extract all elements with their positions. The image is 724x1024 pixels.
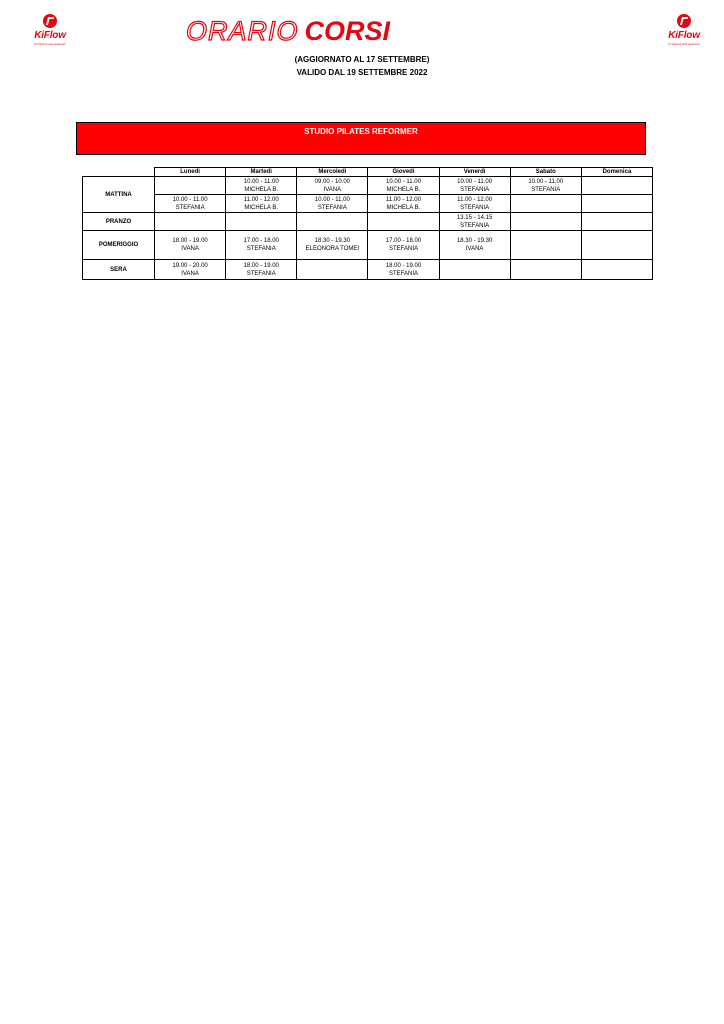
- slot-instructor: IVANA: [323, 186, 342, 193]
- schedule-cell: [226, 195, 297, 213]
- day-header: Domenica: [581, 168, 652, 177]
- day-header: Lunedì: [155, 168, 226, 177]
- schedule-cell: [439, 177, 510, 195]
- schedule-cell: [510, 231, 581, 260]
- schedule-cell: [581, 177, 652, 195]
- schedule-cell: [297, 177, 368, 195]
- period-label: MATTINA: [83, 177, 155, 213]
- slot-instructor: STEFANIA: [531, 186, 561, 193]
- kiflow-logo-right: [654, 14, 714, 48]
- studio-banner: [76, 122, 646, 155]
- slot-instructor: IVANA: [181, 270, 199, 277]
- slot-instructor: MICHELA B.: [386, 204, 421, 211]
- schedule-cell: [368, 231, 439, 260]
- slot-time: 17.00 - 18.00: [243, 238, 279, 244]
- day-header: Giovedì: [368, 168, 439, 177]
- schedule-cell: [581, 195, 652, 213]
- slot-time: 11.00 - 12.00: [457, 196, 493, 203]
- slot-time: 10.00 - 11.00: [386, 178, 421, 185]
- slot-time: 10.00 - 11.00: [457, 178, 493, 185]
- schedule-cell: [226, 213, 297, 231]
- schedule-cell: [368, 195, 439, 213]
- schedule-cell: [510, 177, 581, 195]
- schedule-cell: [368, 213, 439, 231]
- update-note: (AGGIORNATO AL 17 SETTEMBRE): [294, 55, 430, 64]
- slot-time: 13.15 - 14.15: [456, 214, 493, 221]
- table-row: [83, 195, 653, 213]
- period-label: POMERIGGIO: [83, 231, 155, 260]
- schedule-cell: [297, 260, 368, 280]
- slot-instructor: STEFANIA: [246, 246, 276, 252]
- schedule-cell: [297, 195, 368, 213]
- slot-time: 11.00 - 12.00: [243, 196, 279, 203]
- schedule-cell: [297, 213, 368, 231]
- header-corner: [83, 168, 155, 177]
- schedule-header-row: [83, 168, 653, 177]
- title-solid-word: CORSI: [304, 16, 391, 46]
- period-label: PRANZO: [83, 213, 155, 231]
- slot-instructor: STEFANIA: [388, 270, 418, 277]
- validity-note: VALIDO DAL 19 SETTEMBRE 2022: [296, 68, 428, 77]
- schedule-cell: [581, 260, 652, 280]
- logo-brand: KiFlow: [668, 30, 700, 41]
- schedule-cell: [155, 231, 226, 260]
- kiflow-logo-icon: [677, 14, 691, 28]
- schedule-cell: [510, 260, 581, 280]
- day-header: Martedì: [226, 168, 297, 177]
- schedule-cell: [155, 213, 226, 231]
- slot-instructor: STEFANIA: [317, 204, 347, 211]
- schedule-cell: [155, 177, 226, 195]
- schedule-cell: [155, 195, 226, 213]
- schedule-table: [82, 167, 653, 280]
- table-row: [83, 177, 653, 195]
- studio-banner-label: STUDIO PILATES REFORMER: [304, 127, 418, 136]
- schedule-cell: [368, 260, 439, 280]
- slot-time: 18.00 - 19.00: [243, 262, 279, 269]
- slot-instructor: STEFANIA: [388, 246, 418, 252]
- slot-instructor: IVANA: [465, 246, 484, 252]
- schedule-cell: [368, 177, 439, 195]
- slot-time: 10.00 - 11.00: [528, 178, 564, 185]
- day-header: Venerdì: [439, 168, 510, 177]
- schedule-cell: [226, 177, 297, 195]
- slot-instructor: IVANA: [181, 246, 199, 252]
- schedule-cell: [510, 213, 581, 231]
- schedule-cell: [226, 260, 297, 280]
- slot-instructor: STEFANIA: [460, 204, 490, 211]
- period-label: SERA: [83, 260, 155, 280]
- slot-instructor: MICHELA B.: [244, 204, 279, 211]
- slot-time: 09.00 - 10.00: [314, 178, 351, 185]
- table-row: [83, 231, 653, 260]
- logo-tagline: fit training and wellness: [668, 42, 700, 46]
- slot-time: 18.00 - 19.00: [385, 262, 422, 269]
- slot-instructor: STEFANIA: [460, 186, 490, 193]
- slot-time: 10.00 - 11.00: [172, 196, 208, 203]
- schedule-cell: [297, 231, 368, 260]
- kiflow-logo-left: [20, 14, 80, 48]
- slot-time: 11.00 - 12.00: [386, 196, 421, 203]
- slot-time: 10.00 - 11.00: [243, 178, 279, 185]
- schedule-cell: [510, 195, 581, 213]
- slot-instructor: STEFANIA: [460, 222, 490, 229]
- logo-brand: KiFlow: [34, 30, 66, 41]
- slot-time: 19.00 - 20.00: [172, 262, 208, 269]
- logo-tagline: fit training and wellness: [34, 42, 66, 46]
- slot-time: 18.30 - 19.30: [456, 238, 493, 244]
- schedule-cell: [581, 231, 652, 260]
- slot-instructor: MICHELA B.: [244, 186, 279, 193]
- schedule-cell: [155, 260, 226, 280]
- slot-instructor: STEFANIA: [175, 204, 205, 211]
- page-title: [186, 16, 476, 46]
- day-header: Mercoledì: [297, 168, 368, 177]
- slot-instructor: ELEONORA TOMEI: [305, 246, 360, 252]
- slot-instructor: MICHELA B.: [386, 186, 421, 193]
- slot-time: 17.00 - 18.00: [385, 238, 422, 244]
- table-row: [83, 260, 653, 280]
- slot-instructor: STEFANIA: [246, 270, 276, 277]
- slot-time: 18.00 - 19.00: [172, 238, 208, 244]
- schedule-cell: [439, 195, 510, 213]
- title-outline-word: ORARIO: [186, 16, 299, 46]
- schedule-cell: [439, 260, 510, 280]
- schedule-cell: [439, 231, 510, 260]
- schedule-cell: [439, 213, 510, 231]
- schedule-cell: [581, 213, 652, 231]
- slot-time: 10.00 - 11.00: [314, 196, 350, 203]
- slot-time: 18.30 - 19.30: [314, 238, 351, 244]
- schedule-cell: [226, 231, 297, 260]
- table-row: [83, 213, 653, 231]
- kiflow-logo-icon: [43, 14, 57, 28]
- day-header: Sabato: [510, 168, 581, 177]
